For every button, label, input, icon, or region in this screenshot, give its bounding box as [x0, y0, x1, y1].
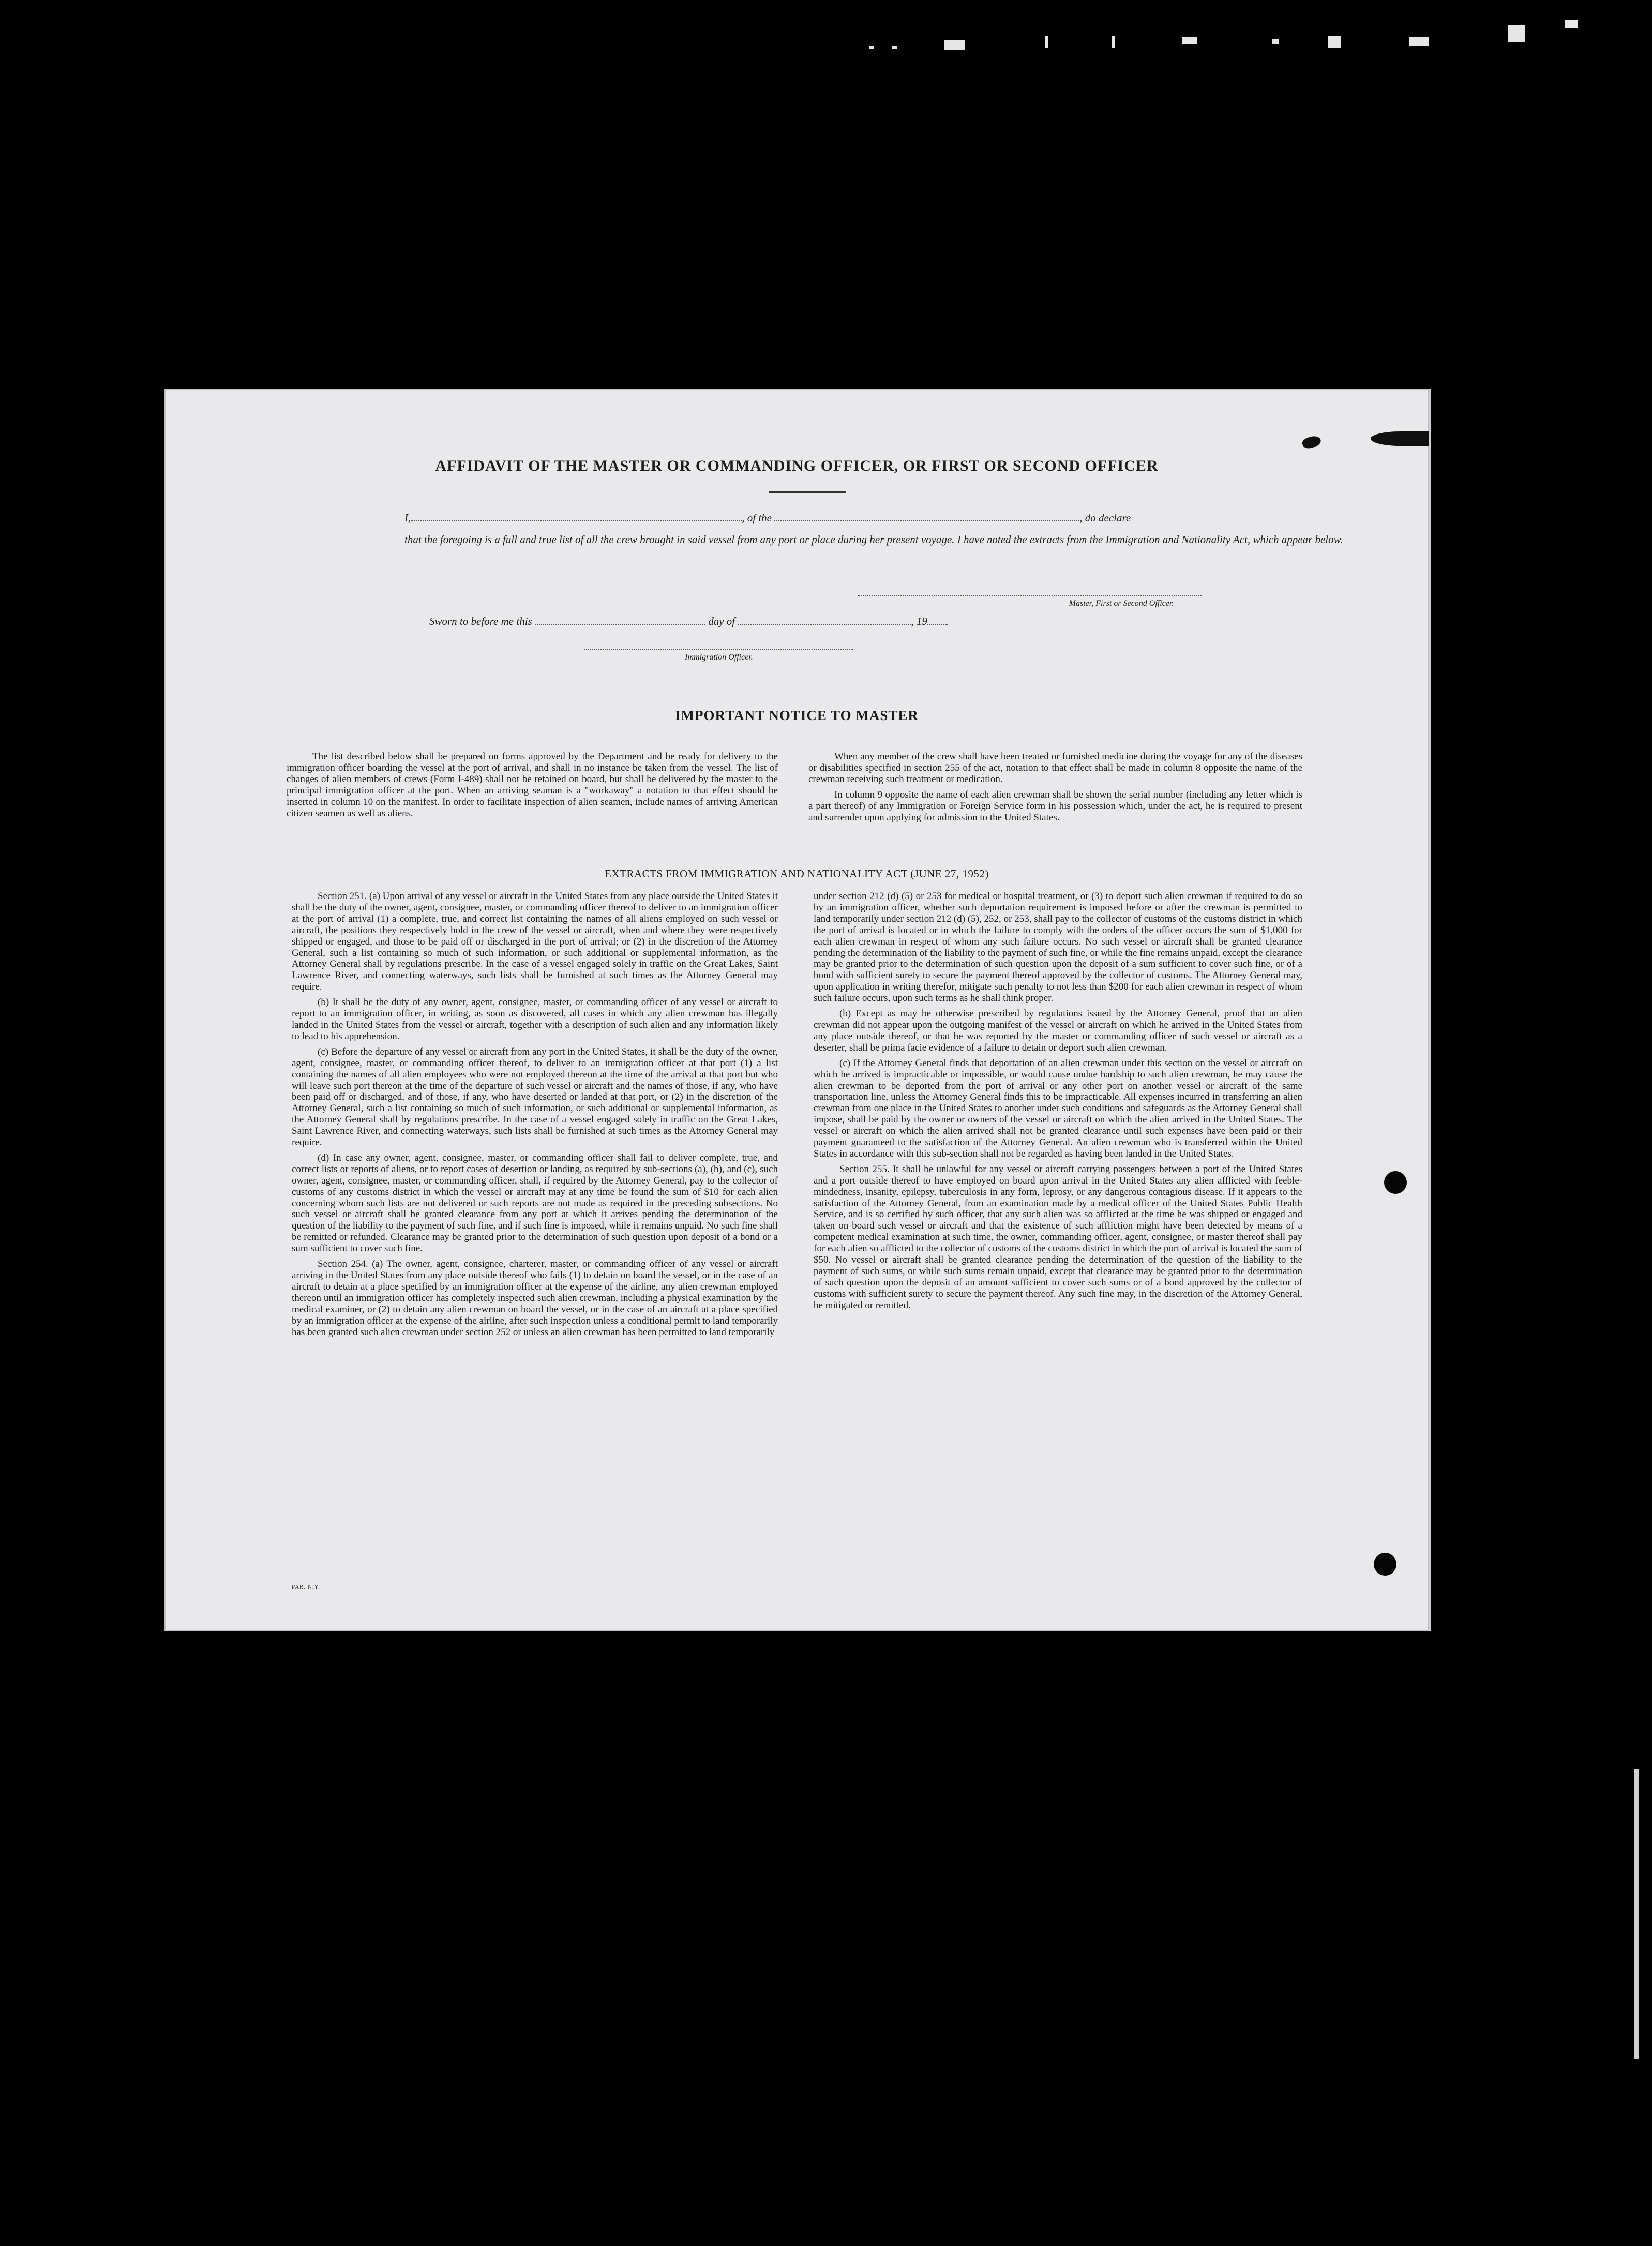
title-rule — [769, 491, 846, 493]
film-edge-mark — [892, 46, 897, 49]
officer-signature-line[interactable] — [584, 649, 853, 650]
ink-smudge — [1371, 431, 1429, 446]
notice-paragraph: In column 9 opposite the name of each alien crewman shall be shown the serial number (including any letter which is a part thereof) of any Immigration or Foreign Service form in his possession which, under the act, he is required to present and surrender upon applying for admission to the United States. — [808, 789, 1302, 823]
extract-paragraph: (b) It shall be the duty of any owner, agent, consignee, master, or commanding officer of any vessel or aircraft to report to an immigration officer, in writing, as soon as discovered, all cases in which any alien crewman has illegally landed in the United States from the vessel or aircraft, together with a description of such alien and any information likely to lead to his apprehension. — [292, 997, 778, 1042]
sworn-before: Sworn to before me this — [429, 615, 532, 627]
extract-paragraph: (d) In case any owner, agent, consignee, master, or commanding officer shall fail to deliver complete, true, and correct lists or reports of aliens, or to report cases of desertion or landing, as required by sub-sections (a), (b), and (c), such owner, agent, consignee, master, or commanding officer, shall, if required by the Attorney General, pay to the collector of customs of any customs district in which the vessel or aircraft may at any time be found the sum of $10 for each alien concerning whom such lists are not delivered or such reports are not made as required in the preceding subsections. No such vessel or aircraft shall be granted clearance from any port at which it arrives pending the determination of the question of the liability to the payment of such fine, and if such fine is imposed, while it remains unpaid. No such fine shall be remitted or refunded. Clearance may be granted prior to the determination of such question upon deposit of a bond or a sum sufficient to cover such fine. — [292, 1152, 778, 1254]
month-blank[interactable] — [738, 615, 911, 625]
printer-mark: PAR. N.Y. — [292, 1584, 320, 1590]
film-edge-mark — [869, 46, 874, 49]
extract-paragraph: Section 254. (a) The owner, agent, consignee, charterer, master, or commanding officer of any vessel or aircraft arriving in the United States from any place outside thereof who fails (1) to detain on board the vessel, or in the case of an aircraft to detain at a place specified by an immigration officer at the expense of the airline, any alien crewman employed thereon until an immigration officer has completely inspected such alien crewman, including a physical examination by the medical examiner, or (2) to detain any alien crewman on board the vessel, or in the case of an aircraft at a place specified by an immigration officer at the expense of the airline, after such inspection unless a conditional permit to land temporarily has been granted such alien crewman under section 252 or unless an alien crewman has been permitted to land temporarily — [292, 1259, 778, 1338]
extracts-right-column — [814, 891, 1302, 1311]
extract-paragraph: under section 212 (d) (5) or 253 for medical or hospital treatment, or (3) to deport such alien crewman if required to do so by an immigration officer, whether such deportation requirement is imposed before or after the crewman is permitted to land temporarily under section 212 (d) (5), 252, or 253, shall pay to the collector of customs of the customs district in which the port of arrival is located or in which the failure to comply with the orders of the officer occurs the sum of $1,000 for each alien crewman in respect of whom any such failure occurs. No such vessel or aircraft shall be granted clearance pending the determination of the liability to the payment of such fine, or while the fine remains unpaid, except the clearance may be granted prior to the determination of such question upon the deposit of a sum sufficient to cover such fine, or of a bond with sufficient surety to secure the payment thereof approved by the collector of customs. The Attorney General may, upon application in writing therefor, mitigate such penalty to not less than $200 for each alien crewman in respect of whom such failure occurs, upon such terms as he shall think proper. — [814, 891, 1302, 1004]
sworn-line — [429, 612, 1396, 630]
extract-paragraph: Section 251. (a) Upon arrival of any vessel or aircraft in the United States from any place outside the United States it shall be the duty of the owner, agent, consignee, master, or commanding officer thereof to deliver to an immigration officer at the port of arrival (1) a complete, true, and correct list containing the names of all aliens employed on such vessel or aircraft, the positions they respectively hold in the crew of the vessel or aircraft, when and where they were respectively shipped or engaged, and those to be paid off or discharged in the port of arrival; or (2) in the discretion of the Attorney General, such a list containing so much of such information, or such additional or supplemental information, as the Attorney General shall by regulations prescribe. In the case of a vessel engaged solely in traffic on the Great Lakes, Saint Lawrence River, and connecting waterways, such lists shall be furnished at such times as the Attorney General may require. — [292, 891, 778, 993]
film-edge-mark — [1409, 37, 1429, 46]
master-signature-label: Master, First or Second Officer. — [1069, 599, 1174, 608]
affidavit-of-the: , of the — [742, 512, 772, 524]
extracts-left-column — [292, 891, 778, 1338]
year-label: , 19 — [911, 615, 927, 627]
film-edge-mark — [1565, 20, 1578, 28]
day-blank[interactable] — [535, 615, 705, 625]
year-blank[interactable] — [927, 615, 948, 625]
affidavit-body: that the foregoing is a full and true list of all the crew brought in said vessel from any port or place during her present voyage. I have noted the extracts from the Immigration and Nationality Act, which appear below. — [404, 533, 1343, 546]
film-edge-mark — [1112, 36, 1115, 48]
affidavit-declare: , do declare — [1079, 512, 1131, 524]
ink-smudge — [1301, 434, 1322, 451]
notice-left-column — [287, 751, 778, 819]
day-of: day of — [708, 615, 735, 627]
film-edge-mark — [1182, 37, 1197, 44]
name-blank[interactable] — [411, 511, 742, 521]
master-signature-line[interactable] — [858, 595, 1202, 596]
notice-title: IMPORTANT NOTICE TO MASTER — [675, 708, 919, 723]
extract-paragraph: (b) Except as may be otherwise prescribed by regulations issued by the Attorney General, proof that an alien crewman did not appear upon the outgoing manifest of the vessel or aircraft on which he arrived in the United States from any place outside thereof, or that he was reported by the master or commanding officer of such vessel or aircraft as a deserter, shall be prima facie evidence of a failure to detain or deport such alien crewman. — [814, 1008, 1302, 1053]
document-page — [164, 389, 1429, 1631]
notice-paragraph: When any member of the crew shall have been treated or furnished medicine during the voyage for any of the diseases or disabilities specified in section 255 of the act, notation to that effect shall be made in column 8 opposite the name of the crewman receiving such treatment or medication. — [808, 751, 1302, 785]
officer-signature-label: Immigration Officer. — [685, 653, 753, 662]
film-edge-mark — [1634, 1769, 1639, 2059]
page-edge — [1429, 389, 1431, 1631]
film-edge-mark — [1508, 25, 1525, 42]
vessel-blank[interactable] — [774, 511, 1079, 521]
notice-paragraph: The list described below shall be prepared on forms approved by the Department and be ready for delivery to the immigration officer boarding the vessel at the port of arrival, and shall in no instance be taken from the vessel. The list of changes of alien members of crews (Form I-489) shall not be retained on board, but shall be delivered by the master to the principal immigration officer at the port. When an arriving seaman is a "workaway" a notation to that effect should be inserted in column 10 on the manifest. In order to facilitate inspection of alien seamen, include names of arriving American citizen seamen as well as aliens. — [287, 751, 778, 819]
extract-paragraph: (c) If the Attorney General finds that deportation of an alien crewman under this section on the vessel or aircraft on which he arrived is impracticable or impossible, or would cause undue hardship to such alien crewman, he may cause the alien crewman to be deported from the port of arrival or any other port on another vessel or aircraft of the same transportation line, unless the Attorney General finds this to be impracticable. All expenses incurred in transferring an alien crewman from one place in the United States to another under such conditions and safeguards as the Attorney General shall impose, shall be paid by the owner or owners of the vessel or aircraft on which the alien arrived in the United States. The vessel or aircraft on which the alien arrived shall not be granted clearance until such expenses have been paid or their payment guaranteed to the satisfaction of the Attorney General. An alien crewman who is transferred within the United States in accordance with this sub-section shall not be regarded as having been landed in the United States. — [814, 1057, 1302, 1159]
affidavit-line-1 — [404, 509, 1372, 527]
extracts-title: EXTRACTS FROM IMMIGRATION AND NATIONALITY ACT (JUNE 27, 1952) — [605, 867, 989, 880]
extract-paragraph: (c) Before the departure of any vessel or aircraft from any port in the United States, it shall be the duty of the owner, agent, consignee, master, or commanding officer thereof, to deliver to an immigration officer at that port (1) a list containing the names of all alien employees who were not employed thereon at the time of the arrival at that port but who will leave such port thereon at the time of the departure of such vessel or aircraft and the names of those, if any, who have been paid off or discharged, and of those, if any, who have deserted or landed at that port, or (2) in the discretion of the Attorney General, such a list containing so much of such information, or such additional or supplemental information, as the Attorney General shall by regulations prescribe. In the case of a vessel engaged solely in traffic on the Great Lakes, Saint Lawrence River, and connecting waterways, such lists shall be furnished at such times as the Attorney General may require. — [292, 1046, 778, 1148]
film-edge-mark — [1272, 39, 1279, 44]
film-edge-mark — [944, 40, 965, 50]
film-edge-mark — [1328, 36, 1341, 48]
extract-paragraph: Section 255. It shall be unlawful for any vessel or aircraft carrying passengers between a port of the United States and a port outside thereof to have employed on board upon arrival in the United States any alien afflicted with feeble-mindedness, insanity, epilepsy, tuberculosis in any form, leprosy, or any dangerous contagious disease. If it appears to the satisfaction of the Attorney General, from an examination made by a medical officer of the United States Public Health Service, and is so certified by such officer, that any such alien was so afflicted at the time he was shipped or engaged and taken on board such vessel or aircraft and that the existence of such affliction might have been detected by means of a competent medical examination at such time, the owner, commanding officer, agent, consignee, or master thereof shall pay for each alien so afflicted to the collector of customs of the customs district in which the port of arrival is located the sum of $50. No vessel or aircraft shall be granted clearance pending the determination of the question of the liability to the payment of such sums, or while such sums remain unpaid, except that clearance may be granted prior to the determination of such question upon the deposit of an amount sufficient to cover such sums or of a bond approved by the collector of customs with sufficient surety to secure the payment thereof. Any such fine may, in the discretion of the Attorney General, be mitigated or remitted. — [814, 1163, 1302, 1311]
punch-hole — [1374, 1553, 1396, 1576]
affidavit-title: AFFIDAVIT OF THE MASTER OR COMMANDING OFFICER, OR FIRST OR SECOND OFFICER — [435, 457, 1159, 474]
notice-right-column — [808, 751, 1302, 823]
punch-hole — [1384, 1171, 1407, 1194]
affidavit-i: I, — [404, 512, 411, 524]
film-edge-mark — [1045, 36, 1048, 48]
